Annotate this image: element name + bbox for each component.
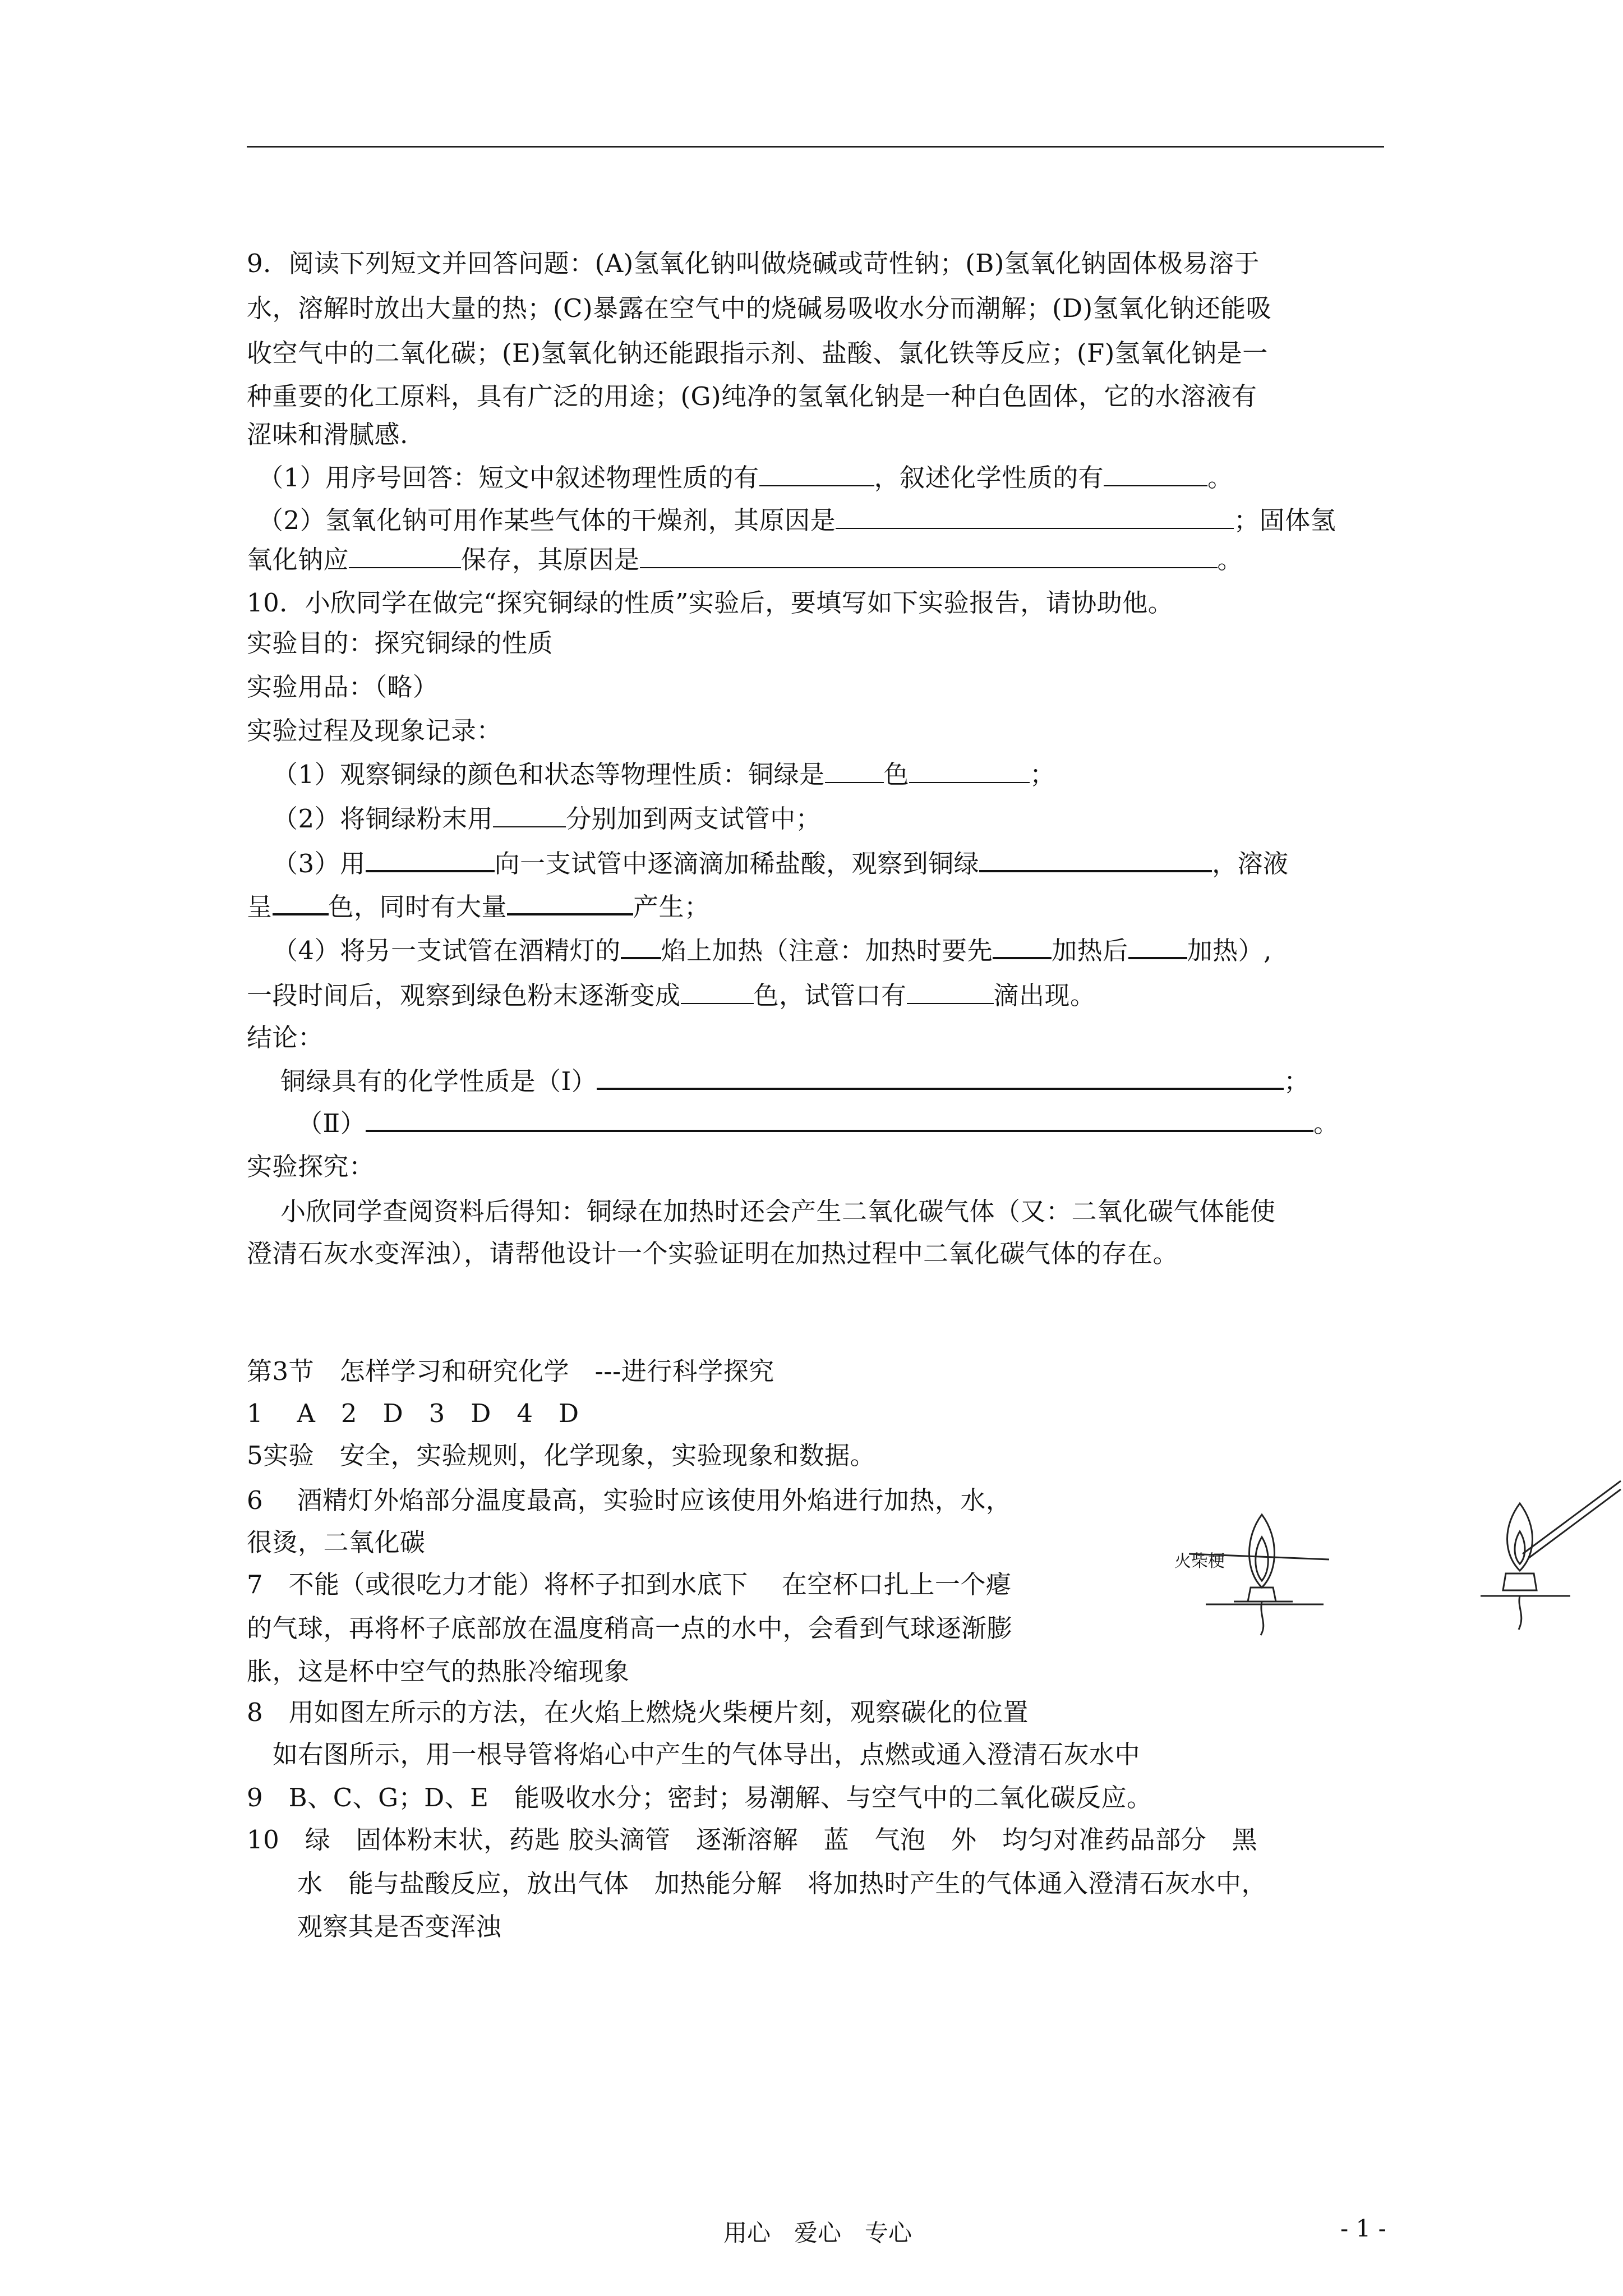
q10-explore-line-2: 澄清石灰水变浑浊），请帮他设计一个实验证明在加热过程中二氧化碳气体的存在。 — [247, 1239, 1179, 1268]
q9-part2-text-b: ；固体氢 — [1234, 505, 1336, 535]
page-number: - 1 - — [1340, 2215, 1386, 2242]
q9-part3 — [247, 540, 1243, 579]
q9-line-4: 种重要的化工原料，具有广泛的用途；(G)纯净的氢氧化钠是一种白色固体，它的水溶液有 — [247, 381, 1257, 411]
q9-physical-blank[interactable] — [759, 459, 874, 486]
matchstick-label: 火柴梗 — [1174, 1552, 1225, 1571]
flame-tube-figure — [1458, 1470, 1623, 1632]
q9-part1 — [258, 458, 1233, 498]
q10-step4-text-c: 加热后 — [1052, 936, 1128, 965]
answer-6-line-2: 很烫，二氧化碳 — [247, 1527, 426, 1557]
q10-tool-blank[interactable] — [493, 800, 566, 827]
q10-materials: 实验用品：（略） — [247, 672, 439, 702]
q10-conclusion-1 — [280, 1062, 1310, 1101]
q10-step3-text-c: ，溶液 — [1212, 849, 1289, 878]
q10-step3b-text-b: 色，同时有大量 — [328, 892, 508, 922]
answer-10-line-3: 观察其是否变浑浊 — [297, 1912, 502, 1941]
q10-step1-text-b: 色 — [883, 760, 910, 789]
q9-part1-text-c: 。 — [1207, 463, 1233, 493]
q10-heat-blank[interactable] — [1128, 931, 1187, 959]
q10-step4-cont — [247, 976, 1096, 1015]
q9-storage-reason-blank[interactable] — [640, 541, 1218, 568]
q10-step3-text-a: （3）用 — [273, 849, 366, 878]
q10-step4b-text-b: 色，试管口有 — [753, 981, 907, 1010]
answer-7-line-2: 的气球，再将杯子底部放在温度稍高一点的水中，会看到气球逐渐膨 — [247, 1613, 1013, 1643]
answer-7-line-3: 胀，这是杯中空气的热胀冷缩现象 — [247, 1657, 630, 1686]
q10-dropper-blank[interactable] — [366, 844, 495, 872]
q9-drying-reason-blank[interactable] — [836, 502, 1234, 529]
q9-line-5: 涩味和滑腻感. — [247, 420, 408, 449]
q10-step2-text-a: （2）将铜绿粉末用 — [273, 804, 494, 834]
q10-state-blank[interactable] — [909, 756, 1030, 783]
q9-part3-text-b: 保存，其原因是 — [461, 545, 640, 574]
q10-step2-text-b: 分别加到两支试管中； — [566, 804, 822, 834]
q10-explore-line-1: 小欣同学查阅资料后得知：铜绿在加热时还会产生二氧化碳气体（又：二氧化碳气体能使 — [280, 1197, 1276, 1226]
answer-9: 9 B、C、G；D、E 能吸收水分；密封；易潮解、与空气中的二氧化碳反应。 — [247, 1783, 1152, 1812]
answer-5: 5实验 安全，实验规则，化学现象，实验现象和数据。 — [247, 1441, 876, 1470]
q10-chem-property-2-blank[interactable] — [366, 1104, 1313, 1132]
answer-10-line-2: 水 能与盐酸反应，放出气体 加热能分解 将加热时产生的气体通入澄清石灰水中， — [297, 1869, 1267, 1898]
q10-residue-color-blank[interactable] — [681, 977, 754, 1004]
q10-step3 — [273, 844, 1289, 884]
q10-step3b-text-c: 产生； — [633, 892, 710, 922]
q10-preheat-blank[interactable] — [993, 931, 1052, 959]
answer-8-line-1: 8 用如图左所示的方法，在火焰上燃烧火柴梗片刻，观察碳化的位置 — [247, 1697, 1029, 1727]
q10-c1-text-a: 铜绿具有的化学性质是（Ⅰ） — [280, 1066, 597, 1096]
answers-1-4: 1 A 2 D 3 D 4 D — [247, 1398, 579, 1428]
q9-storage-blank[interactable] — [349, 541, 461, 568]
q9-part3-text-a: 氧化钠应 — [247, 545, 349, 574]
q10-flame-blank[interactable] — [621, 931, 661, 959]
q10-step1-text-c: ； — [1030, 760, 1055, 789]
q10-step3-cont — [247, 887, 710, 927]
q10-chem-property-1-blank[interactable] — [597, 1062, 1284, 1090]
q10-c1-text-b: ； — [1284, 1066, 1310, 1096]
q10-gas-blank[interactable] — [507, 887, 633, 915]
q9-part2-text-a: （2）氢氧化钠可用作某些气体的干燥剂，其原因是 — [258, 505, 836, 535]
answer-10-line-1: 10 绿 固体粉末状，药匙 胶头滴管 逐渐溶解 蓝 气泡 外 均匀对准药品部分 黑 — [247, 1825, 1258, 1855]
q10-purpose: 实验目的：探究铜绿的性质 — [247, 628, 554, 658]
q10-step4-text-a: （4）将另一支试管在酒精灯的 — [273, 936, 621, 965]
q9-part3-text-c: 。 — [1217, 545, 1243, 574]
q9-part1-text-a: （1）用序号回答：短文中叙述物理性质的有 — [258, 463, 759, 493]
q9-part2 — [258, 501, 1336, 540]
q10-c2-text-a: （Ⅱ） — [297, 1108, 366, 1138]
q10-explore-title: 实验探究： — [247, 1152, 375, 1181]
q10-droplet-blank[interactable] — [907, 977, 994, 1004]
q10-process-title: 实验过程及现象记录： — [247, 716, 502, 746]
q10-step4-text-d: 加热）, — [1187, 936, 1272, 965]
q10-step3-text-b: 向一支试管中逐滴滴加稀盐酸，观察到铜绿 — [494, 849, 980, 878]
answer-7-line-1: 7 不能（或很吃力才能）将杯子扣到水底下 在空杯口扎上一个瘪 — [247, 1570, 1012, 1599]
q9-part1-text-b: ，叙述化学性质的有 — [874, 463, 1104, 493]
q10-step4b-text-a: 一段时间后，观察到绿色粉末逐渐变成 — [247, 981, 681, 1010]
flame-matchstick-figure — [1166, 1503, 1335, 1638]
q10-step4b-text-c: 滴出现。 — [993, 981, 1096, 1010]
answer-6-line-1: 6 酒精灯外焰部分温度最高，实验时应该使用外焰进行加热，水， — [247, 1485, 1012, 1515]
q10-color-blank[interactable] — [825, 756, 884, 783]
q10-conclusion-title: 结论： — [247, 1023, 324, 1052]
answer-8-line-2: 如右图所示，用一根导管将焰心中产生的气体导出，点燃或通入澄清石灰水中 — [273, 1740, 1141, 1769]
q10-solution-color-blank[interactable] — [273, 887, 329, 915]
q10-step1-text-a: （1）观察铜绿的颜色和状态等物理性质：铜绿是 — [273, 760, 825, 789]
answers-section-title: 第3节 怎样学习和研究化学 ---进行科学探究 — [247, 1356, 774, 1386]
q10-step2 — [273, 799, 821, 839]
q9-line-2: 水，溶解时放出大量的热；(C)暴露在空气中的烧碱易吸收水分而潮解；(D)氢氧化钠还能吸 — [247, 293, 1272, 323]
q9-chemical-blank[interactable] — [1104, 459, 1207, 486]
header-rule — [247, 146, 1384, 148]
q10-step4-text-b: 焰上加热（注意：加热时要先 — [661, 936, 993, 965]
q10-step4 — [273, 931, 1272, 970]
q10-c2-text-b: 。 — [1313, 1108, 1339, 1138]
q10-step1 — [273, 755, 1055, 794]
q10-intro: 10．小欣同学在做完“探究铜绿的性质”实验后，要填写如下实验报告，请协助他。 — [247, 588, 1174, 618]
q9-line-3: 收空气中的二氧化碳；(E)氢氧化钠还能跟指示剂、盐酸、氯化铁等反应；(F)氢氧化钠是一 — [247, 338, 1268, 368]
q10-conclusion-2 — [297, 1104, 1339, 1143]
q10-observation-blank[interactable] — [979, 844, 1212, 872]
q10-step3b-text-a: 呈 — [247, 892, 273, 922]
q9-line-1: 9．阅读下列短文并回答问题：(A)氢氧化钠叫做烧碱或苛性钠；(B)氢氧化钠固体极易溶于 — [247, 249, 1260, 278]
footer-motto: 用心 爱心 专心 — [723, 2219, 912, 2247]
